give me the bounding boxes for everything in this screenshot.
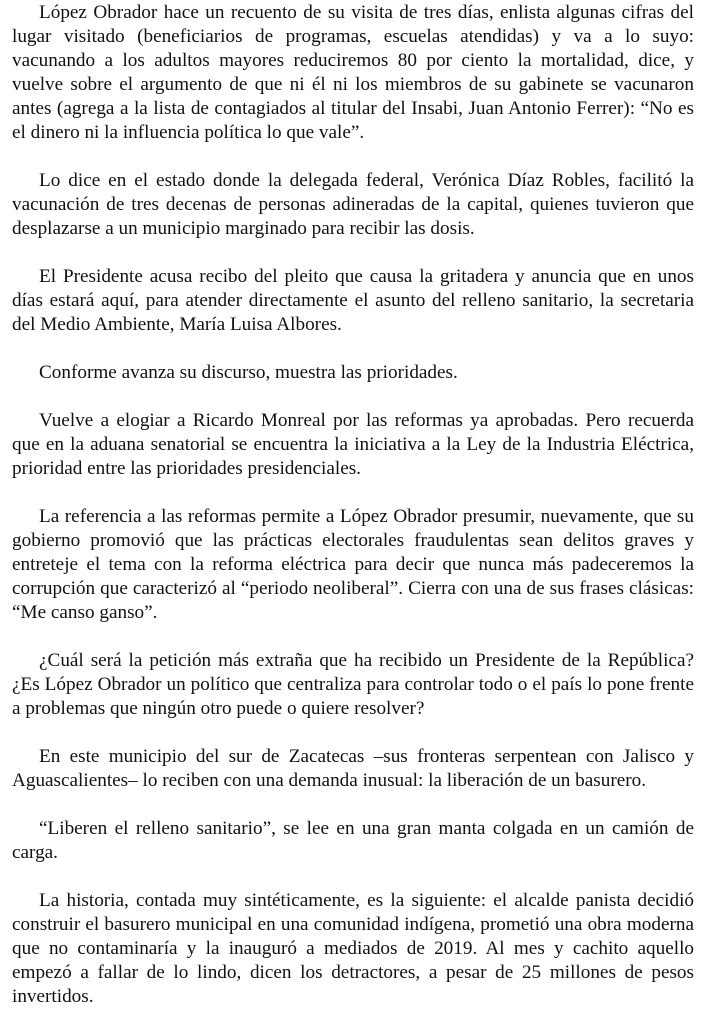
article-paragraph: “Liberen el relleno sanitario”, se lee en una gran manta colgada en un camión de carga. xyxy=(12,818,694,863)
article-paragraph: El Presidente acusa recibo del pleito que causa la gritadera y anuncia que en unos días estará aquí, para atender directamente el asunto del relleno sanitario, la secretaria del Medio Ambiente, María Luisa Albores. xyxy=(12,266,694,335)
article-paragraph: Lo dice en el estado donde la delegada federal, Verónica Díaz Robles, facilitó la vacunación de tres decenas de personas adineradas de la capital, quienes tuvieron que desplazarse a un municipio marginado para recibir las dosis. xyxy=(12,170,694,239)
article-paragraph: La historia, contada muy sintéticamente, es la siguiente: el alcalde panista decidió construir el basurero municipal en una comunidad indígena, prometió una obra moderna que no contaminaría y la inauguró a mediados de 2019. Al mes y cachito aquello empezó a fallar de lo lindo, dicen los detractores, a pesar de 25 millones de pesos invertidos. xyxy=(12,890,694,1007)
article-paragraph: López Obrador hace un recuento de su visita de tres días, enlista algunas cifras del lugar visitado (beneficiarios de programas, escuelas atendidas) y va a lo suyo: vacunando a los adultos mayores reduciremos 80 por ciento la mortalidad, dice, y vuelve sobre el argumento de que ni él ni los miembros de su gabinete se vacunaron antes (agrega a la lista de contagiados al titular del Insabi, Juan Antonio Ferrer): “No es el dinero ni la influencia política lo que vale”. xyxy=(12,2,694,143)
article-paragraph: Vuelve a elogiar a Ricardo Monreal por las reformas ya aprobadas. Pero recuerda que en la aduana senatorial se encuentra la iniciativa a la Ley de la Industria Eléctrica, prioridad entre las prioridades presidenciales. xyxy=(12,410,694,479)
article-body xyxy=(12,0,694,1033)
article-paragraph: ¿Cuál será la petición más extraña que ha recibido un Presidente de la República? ¿Es López Obrador un político que centraliza para controlar todo o el país lo pone frente a problemas que ningún otro puede o quiere resolver? xyxy=(12,650,694,719)
article-paragraph: La referencia a las reformas permite a López Obrador presumir, nuevamente, que su gobierno promovió que las prácticas electorales fraudulentas sean delitos graves y entreteje el tema con la reforma eléctrica para decir que nunca más padeceremos la corrupción que caracterizó al “periodo neoliberal”. Cierra con una de sus frases clásicas: “Me canso ganso”. xyxy=(12,506,694,623)
article-paragraph: En este municipio del sur de Zacatecas –sus fronteras serpentean con Jalisco y Aguascalientes– lo reciben con una demanda inusual: la liberación de un basurero. xyxy=(12,746,694,791)
article-paragraph: Conforme avanza su discurso, muestra las prioridades. xyxy=(39,362,458,383)
